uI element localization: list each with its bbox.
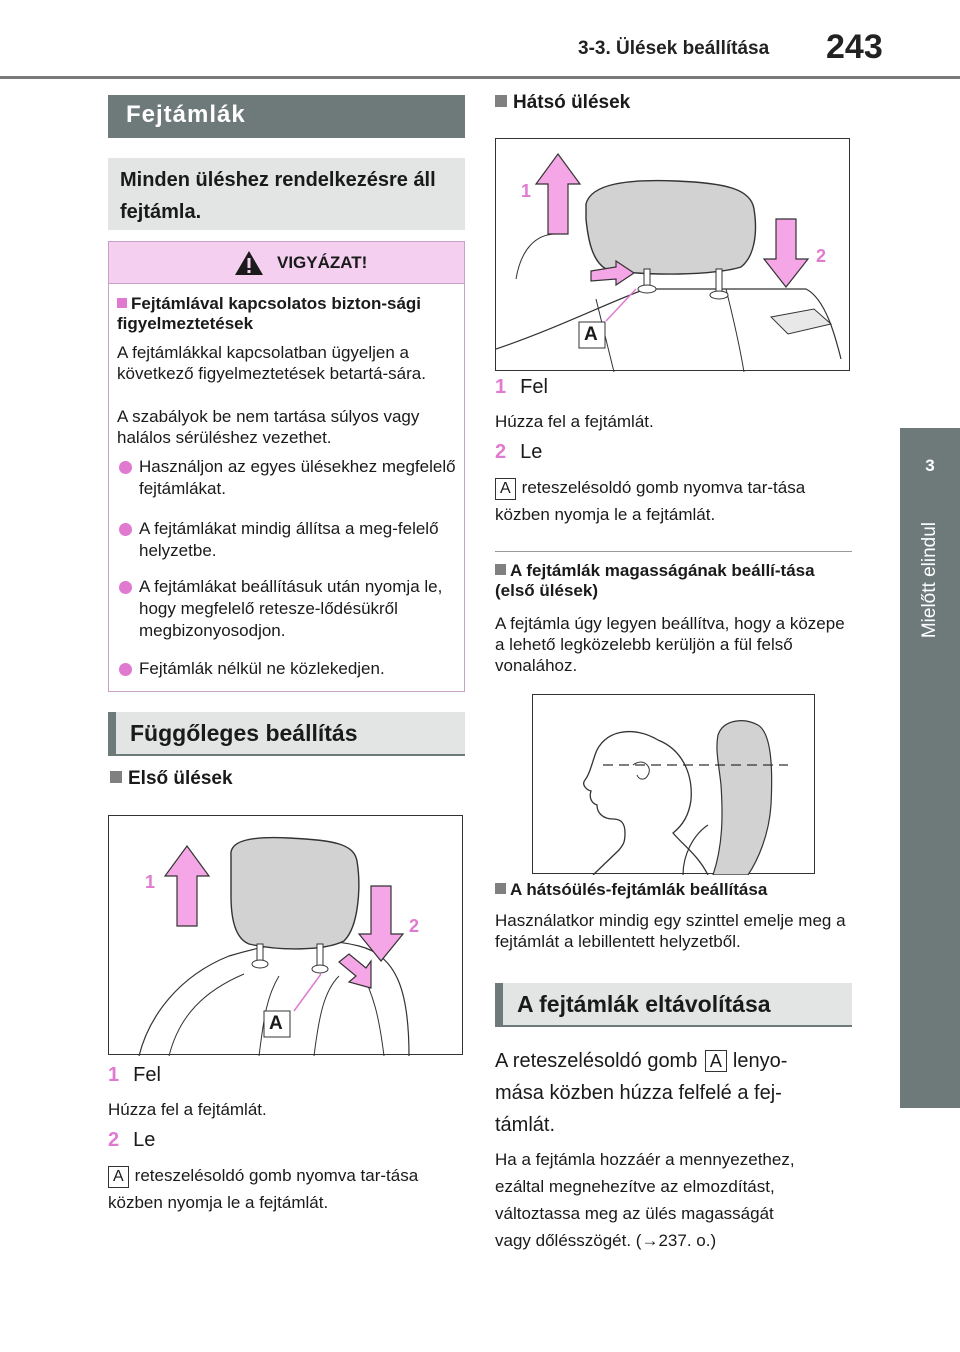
rear-step-up-desc: Húzza fel a fejtámlát. <box>495 412 654 431</box>
rear-headrest-figure <box>495 138 850 371</box>
rear-adjust-heading: A hátsóülés-fejtámlák beállítása <box>495 880 852 900</box>
button-a-label: A <box>495 478 516 500</box>
caution-heading: VIGYÁZAT! <box>277 253 368 272</box>
circle-bullet-icon <box>119 663 132 676</box>
divider <box>495 551 852 552</box>
step-down: 2 Le <box>108 1129 156 1151</box>
square-bullet-icon <box>110 771 122 783</box>
circle-bullet-icon <box>119 581 132 594</box>
front-seats-heading: Első ülések <box>110 768 233 790</box>
button-a-label: A <box>705 1050 727 1072</box>
height-adjust-heading: A fejtámlák magasságának beállí-tása (első ülések) <box>495 561 815 600</box>
caution-paragraph-2: A szabályok be nem tartása súlyos vagy halálos sérüléshez vezethet. <box>117 407 420 447</box>
rear-step-down-desc: A reteszelésoldó gomb nyomva tar-tása közben nyomja le a fejtámlát. <box>495 478 806 524</box>
figure-label-up: 1 <box>521 181 532 201</box>
caution-bullet: Fejtámlák nélkül ne közlekedjen. <box>117 658 457 680</box>
rear-step-up: 1 Fel <box>495 376 548 398</box>
square-bullet-icon <box>495 95 507 107</box>
warning-icon <box>234 250 264 276</box>
head-position-illustration <box>533 695 816 875</box>
page-number: 243 <box>826 28 883 66</box>
square-bullet-icon <box>495 564 506 575</box>
section-title: 3-3. Ülések beállítása <box>578 38 770 59</box>
rear-adjust-text: Használatkor mindig egy szinttel emelje meg a fejtámlát a lebillentett helyzetből. <box>495 911 846 951</box>
square-bullet-icon <box>495 883 506 894</box>
section-banner-vertical: Függőleges beállítás <box>108 712 465 756</box>
header-rule <box>0 76 960 79</box>
rear-headrest-illustration <box>496 139 851 372</box>
section-banner-fejtamlak: Fejtámlák <box>108 95 465 138</box>
chapter-tab-number: 3 <box>900 428 960 508</box>
removal-text: A reteszelésoldó gomb A lenyo- mása közben húzza felfelé a fej- támlát. <box>495 1050 788 1136</box>
figure-label-down: 2 <box>409 916 420 936</box>
head-position-figure <box>532 694 815 874</box>
figure-label-button: A <box>584 324 598 345</box>
caution-bullet: Használjon az egyes ülésekhez megfelelő fejtámlákat. <box>117 456 457 500</box>
caution-header <box>109 242 464 284</box>
button-a-label: A <box>108 1166 129 1188</box>
square-bullet-icon <box>117 298 127 308</box>
rear-seats-heading: Hátsó ülések <box>495 92 630 114</box>
step-down-desc: A reteszelésoldó gomb nyomva tar-tása közben nyomja le a fejtámlát. <box>108 1166 419 1212</box>
removal-note: Ha a fejtámla hozzáér a mennyezethez, ezáltal megnehezítve az elmozdítást, változtassa meg az ülés magasságát vagy dőlésszögét. (→237. o.) <box>495 1150 795 1250</box>
chapter-tab-label: Mielőtt elindul <box>919 522 940 639</box>
front-headrest-figure <box>108 815 463 1055</box>
caution-paragraph: A fejtámlákkal kapcsolatban ügyeljen a következő figyelmeztetések betartá-sára. <box>117 343 426 383</box>
caution-subheading: Fejtámlával kapcsolatos bizton-sági figyelmeztetések <box>117 294 422 333</box>
chapter-tab <box>900 508 960 1108</box>
rear-step-down: 2 Le <box>495 441 543 463</box>
height-adjust-text: A fejtámla úgy legyen beállítva, hogy a közepe a lehető legközelebb kerüljön a fül felső vonalához. <box>495 614 845 675</box>
caution-bullet: A fejtámlákat beállításuk után nyomja le, hogy megfelelő retesze-lődésükről megbizonyosodjon. <box>117 576 457 642</box>
figure-label-down: 2 <box>816 246 827 266</box>
figure-label-button: A <box>269 1013 283 1034</box>
intro-box: Minden üléshez rendelkezésre áll fejtámla. <box>108 158 465 230</box>
caution-bullet: A fejtámlákat mindig állítsa a meg-felelő helyzetbe. <box>117 518 457 562</box>
circle-bullet-icon <box>119 523 132 536</box>
figure-label-up: 1 <box>145 872 156 892</box>
circle-bullet-icon <box>119 461 132 474</box>
step-up: 1 Fel <box>108 1064 161 1086</box>
caution-box <box>108 241 465 692</box>
step-up-desc: Húzza fel a fejtámlát. <box>108 1100 267 1119</box>
section-banner-removal: A fejtámlák eltávolítása <box>495 983 852 1027</box>
